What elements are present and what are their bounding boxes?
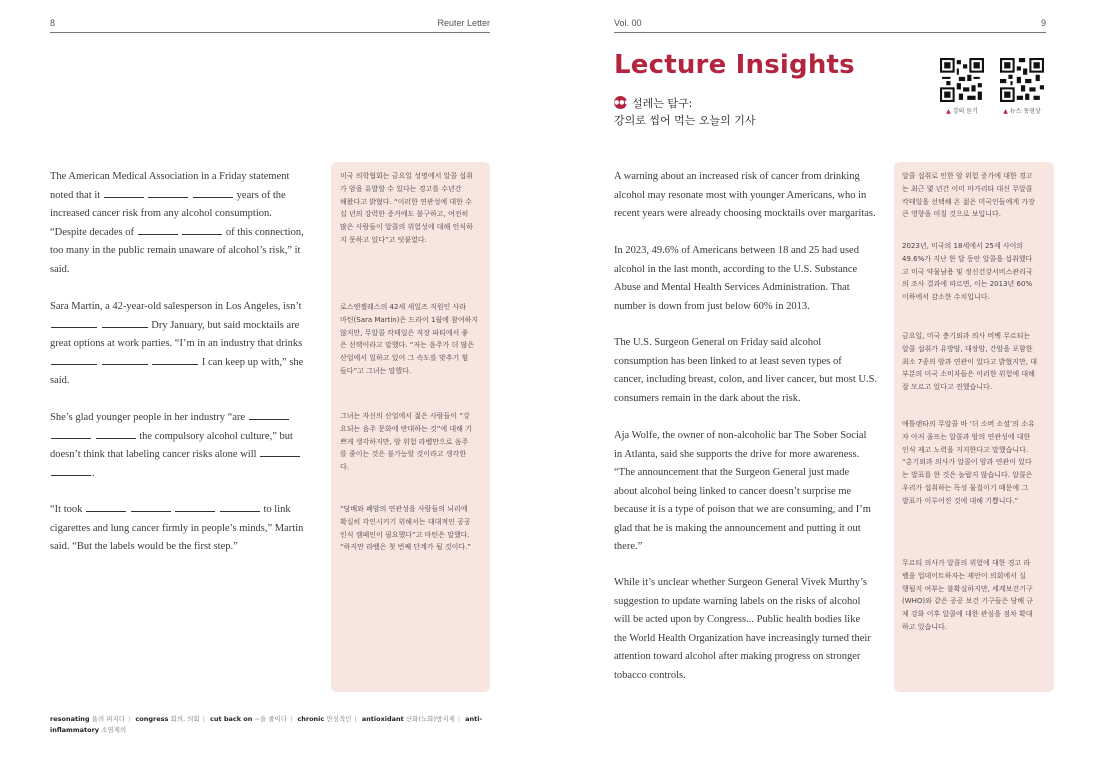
text-line: 알콜 섭취로 인한 암 위험 증가에 대한 경고 — [902, 172, 1033, 180]
header-rule-left — [50, 32, 490, 33]
text-fragment: . — [92, 467, 95, 479]
fill-blank[interactable] — [260, 446, 300, 457]
text-line: “하지만 라벨은 첫 번째 단계가 될 것이다.” — [340, 543, 472, 552]
vocab-separator: | — [290, 715, 293, 723]
text-line: 제 강화 이후 알콜에 대한 관심을 점차 확대 — [902, 610, 1033, 619]
right-paragraph-5 — [614, 574, 886, 685]
vocab-separator: | — [128, 715, 131, 723]
text-line: in Atlanta, said she supports the drive for more awareness. — [614, 448, 860, 460]
header-title: Reuter Letter — [437, 18, 490, 28]
vocab-word: chronic — [297, 715, 325, 723]
fill-blank[interactable] — [51, 317, 97, 328]
fill-blank[interactable] — [175, 501, 215, 512]
translation-right-4 — [902, 418, 1050, 508]
text-line: 이하에서 감소한 수치입니다. — [902, 293, 990, 302]
fill-blank[interactable] — [148, 187, 188, 198]
text-line — [50, 428, 320, 447]
text-line — [50, 409, 320, 428]
text-line: there.” — [614, 541, 643, 552]
fill-blank[interactable] — [220, 501, 260, 512]
text-fragment: “It took — [50, 504, 83, 515]
text-line: 벨을 업데이트하자는 제안이 의회에서 실 — [902, 571, 1026, 580]
header-rule-right — [614, 32, 1046, 33]
text-line: 49.6%가 지난 한 달 동안 알콜을 섭취했다 — [902, 254, 1033, 263]
fill-blank[interactable] — [104, 187, 144, 198]
text-line — [50, 465, 320, 484]
text-line: cancer, including breast, colon, and liver cancer, but most U.S. — [614, 374, 878, 385]
text-fragment: Dry January, but said mocktails are — [151, 319, 300, 331]
vocab-meaning: 소염제의 — [101, 726, 127, 734]
vocab-meaning: 산화(노화)방지제 — [405, 715, 455, 723]
right-paragraph-4 — [614, 427, 886, 557]
text-line: recent years were already choosing mocktails over margaritas. — [614, 208, 876, 219]
right-paragraph-1 — [614, 168, 886, 224]
text-line: about alcohol being linked to cancer doesn’t surprise me — [614, 485, 852, 497]
text-line: “The announcement that the Surgeon General just made — [614, 467, 850, 478]
text-line: 큰 영향을 미칠 것으로 보입니다. — [902, 210, 1002, 219]
text-line: 행될지 여부는 불확실하지만, 세계보건기구 — [902, 584, 1033, 593]
text-line: 는 발표를 한 것은 놀랍지 않습니다. 알콜은 — [902, 471, 1033, 480]
subtitle-line-1: 설레는 탐구: — [632, 97, 693, 110]
text-line: great options at work parties. “I’m in an industry that drinks — [50, 338, 303, 349]
fill-blank[interactable] — [131, 501, 171, 512]
fill-blank[interactable] — [138, 224, 178, 235]
text-line: said. “But the labels would be the first step.” — [50, 541, 238, 552]
text-line: 발표가 이루어진 것에 대해 기쁩니다.” — [902, 496, 1019, 505]
translation-right-2 — [902, 240, 1050, 304]
subtitle-line-2: 강의로 씹어 먹는 오늘의 기사 — [614, 114, 756, 127]
text-line: 최소 7종의 암과 연관이 있다고 밝혔지만, 대 — [902, 357, 1037, 366]
text-line: In 2023, 49.6% of Americans between 18 and 25 had used — [614, 245, 859, 256]
text-line: 많은 사람들이 알콜의 위험성에 대해 인식하 — [340, 223, 473, 232]
text-fragment: of this connection, — [225, 226, 304, 238]
triangle-icon: ▲ — [946, 108, 951, 115]
text-fragment: “Despite decades of — [50, 226, 134, 238]
qr-code-icon[interactable] — [1000, 58, 1044, 102]
vocab-meaning: 울려 퍼지다 — [91, 715, 126, 723]
translation-right-5 — [902, 557, 1050, 634]
text-line: Aja Wolfe, the owner of non-alcoholic bar The Sober Social — [614, 430, 867, 441]
vocab-word: antioxidant — [361, 715, 404, 723]
text-fragment: noted that it — [50, 189, 101, 201]
text-line — [50, 501, 320, 520]
text-fragment: I can keep up with,” she — [201, 356, 304, 368]
translation-right-3 — [902, 330, 1050, 394]
fill-blank[interactable] — [102, 354, 148, 365]
text-line: The U.S. Surgeon General on Friday said alcohol — [614, 337, 822, 348]
text-line: 가 암을 유발할 수 있다는 경고를 수년간 — [340, 184, 462, 193]
qr-label — [992, 106, 1052, 115]
text-line: consumption has been linked to at least seven types of — [614, 355, 842, 367]
text-line: because it is a type of poison that we are consuming, and I’m — [614, 504, 871, 515]
text-line: 의 조사 결과에 따르면, 이는 2013년 60% — [902, 280, 1033, 289]
left-paragraph-1 — [50, 168, 320, 279]
text-line: will be acted upon by Congress... Public health bodies like — [614, 614, 861, 625]
qr-label-text: 뉴스 동영상 — [1009, 108, 1041, 115]
text-line: increased cancer risk from any alcohol consumption. — [50, 208, 272, 219]
text-line — [50, 187, 320, 206]
fill-blank[interactable] — [102, 317, 148, 328]
fill-blank[interactable] — [86, 501, 126, 512]
text-line: 잘 모르고 있다고 전했습니다. — [902, 383, 993, 392]
text-line: said. — [50, 375, 70, 386]
vocab-word: resonating — [50, 715, 90, 723]
text-line — [50, 446, 320, 465]
page-number-left: 8 — [50, 18, 56, 28]
fill-blank[interactable] — [51, 465, 91, 476]
speech-bubble-icon: ●●● — [614, 96, 627, 109]
fill-blank[interactable] — [152, 354, 198, 365]
text-line: suggestion to update warning labels on the risks of alcohol — [614, 595, 861, 607]
text-line: 인식 제고 노력을 지지한다고 말했습니다. — [902, 445, 1029, 454]
text-line: 금요일, 미국 충기외과 의사 비벡 무르티는 — [902, 332, 1031, 340]
text-line: 요되는 음주 문화에 반대하는 것”에 대해 기 — [340, 424, 472, 433]
qr-code-icon[interactable] — [940, 58, 984, 102]
text-line: the World Health Organization have increasingly turned their — [614, 632, 871, 644]
volume-label: Vol. 00 — [614, 18, 642, 28]
text-line: 다. — [340, 463, 349, 472]
text-line: 자 아저 울프는 알콜과 암의 연관성에 대한 — [902, 432, 1031, 441]
text-line: 마틴(Sara Martin)은 드라이 1월에 참여하지 — [340, 315, 479, 324]
text-fragment: She’s glad younger people in her industry “are — [50, 412, 246, 423]
text-line: “담배와 폐암의 연관성을 사람들의 뇌리에 — [340, 505, 468, 513]
translation-left-1 — [340, 170, 486, 247]
text-line: 고 미국 약물남용 및 정신건강서비스관리국 — [902, 267, 1033, 276]
text-line: 무르티 의사가 알콜의 위험에 대한 경고 라 — [902, 559, 1031, 567]
text-line: 쁘게 생각하지만, 암 위험 라벨만으로 음주 — [340, 437, 469, 446]
text-line: While it’s unclear whether Surgeon General Vivek Murthy’s — [614, 577, 867, 588]
text-line: tobacco controls. — [614, 669, 686, 681]
fill-blank[interactable] — [96, 428, 136, 439]
vocab-meaning: 회의, 의회 — [170, 715, 200, 723]
translation-left-4 — [340, 503, 486, 554]
text-line: 들다”고 그녀는 말했다. — [340, 366, 412, 375]
text-line: 알콜 섭취가 유방암, 대장암, 간암을 포함한 — [902, 344, 1033, 353]
text-line: 산업에서 일하고 있어 그 속도를 맞추기 힘 — [340, 354, 469, 363]
qr-label-text: 강의 듣기 — [952, 108, 978, 115]
vocab-separator: | — [457, 715, 461, 723]
vocab-separator: | — [354, 715, 357, 723]
right-paragraph-2 — [614, 242, 886, 316]
text-line — [50, 354, 320, 373]
text-fragment: doesn’t think that labeling cancer risks alone will — [50, 449, 257, 460]
fill-blank[interactable] — [51, 428, 91, 439]
text-line: 확실히 각인시키기 위해서는 대대적인 공공 — [340, 517, 471, 526]
text-line: said. — [50, 263, 70, 275]
text-line: 그녀는 자신의 산업에서 젊은 사람들이 “강 — [340, 412, 470, 420]
text-line: (WHO)와 같은 공공 보건 기구들은 담배 규 — [902, 597, 1034, 606]
text-line: attention toward alcohol after making progress on stronger — [614, 651, 861, 662]
text-line: cigarettes and lung cancer firmly in people’s minds,” Martin — [50, 522, 304, 534]
text-line: glad that he is making the announcement and putting it out — [614, 522, 861, 534]
left-paragraph-2 — [50, 298, 320, 391]
text-fragment: to link — [263, 504, 291, 515]
fill-blank[interactable] — [182, 224, 222, 235]
text-line: Sara Martin, a 42-year-old salesperson in Los Angeles, isn’t — [50, 301, 302, 312]
fill-blank[interactable] — [193, 187, 233, 198]
text-line: The American Medical Association in a Friday statement — [50, 171, 290, 182]
vocab-meaning: ~을 줄이다 — [254, 715, 288, 723]
text-line: 인식 캠페인이 필요했다”고 마틴은 말했다. — [340, 530, 470, 539]
text-line: 우리가 섭취하는 독성 물질이기 때문에 그 — [902, 483, 1029, 492]
text-fragment: the compulsory alcohol culture,” but — [139, 430, 293, 442]
text-line: 않지만, 무알콜 칵테일은 직장 파티에서 좋 — [340, 328, 469, 337]
text-line — [50, 317, 320, 336]
text-line: 애틀랜타의 무알콜 바 ‘더 소버 소셜’의 소유 — [902, 420, 1035, 428]
text-line: 로스앤젤레스의 42세 세일즈 직원인 사라 — [340, 303, 466, 311]
right-paragraph-3 — [614, 334, 886, 408]
text-line: A warning about an increased risk of cancer from drinking — [614, 171, 860, 182]
translation-left-2 — [340, 301, 486, 378]
text-line: 를 줄이는 것은 불가능할 것이라고 생각한 — [340, 450, 467, 459]
text-line: Abuse and Mental Health Services Administration. That — [614, 282, 850, 293]
text-line: 해왔다고 밝혔다. “이러한 연관성에 대한 수 — [340, 197, 472, 206]
text-line: 십 년의 강력한 증거에도 불구하고, 여전히 — [340, 210, 469, 219]
text-line: 미국 의학협회는 금요일 성명에서 알콜 섭취 — [340, 172, 473, 180]
vocab-separator: | — [202, 715, 205, 723]
text-line: alcohol may resonate most with younger Americans, who in — [614, 189, 867, 201]
text-line — [50, 224, 320, 243]
qr-label — [932, 106, 992, 115]
page-number-right: 9 — [1040, 18, 1046, 28]
left-paragraph-4 — [50, 501, 320, 557]
translation-right-1 — [902, 170, 1050, 221]
text-line: 칵테일을 선택해 온 젊은 미국인들에게 가장 — [902, 197, 1035, 206]
left-paragraph-3 — [50, 409, 320, 483]
text-line: 지 못하고 있다”고 덧붙였다. — [340, 235, 427, 244]
text-line: consumers remain in the dark about the risk. — [614, 392, 801, 404]
vocab-word: congress — [135, 715, 169, 723]
text-line: too many in the public remain unaware of alcohol’s risk,” it — [50, 245, 301, 256]
text-fragment: years of the — [236, 189, 286, 201]
vocab-meaning: 만성적인 — [326, 715, 352, 723]
vocabulary-footer — [50, 714, 490, 736]
text-line: “총기외과 의사가 알콜이 암과 연관이 있다 — [902, 458, 1032, 467]
fill-blank[interactable] — [249, 409, 289, 420]
text-line: 부분의 미국 소비자들은 이러한 위험에 대해 — [902, 370, 1035, 379]
text-line: 2023년, 미국의 18세에서 25세 사이의 — [902, 242, 1024, 250]
text-line: number is down from just below 60% in 2013. — [614, 300, 810, 312]
translation-left-3 — [340, 410, 486, 474]
text-line: 하고 있습니다. — [902, 622, 948, 631]
vocab-word: cut back on — [209, 715, 253, 723]
page-title: Lecture Insights — [614, 50, 855, 80]
triangle-icon: ▲ — [1003, 108, 1008, 115]
text-line: alcohol in the last month, according to the U.S. Substance — [614, 263, 858, 275]
vocab-word: anti-inflammatory — [50, 715, 483, 734]
text-line: 는 최근 몇 년간 이미 마가리타 대신 무알콜 — [902, 184, 1033, 193]
fill-blank[interactable] — [51, 354, 97, 365]
text-line: 은 선택이라고 말했다. “저는 음주가 더 많은 — [340, 341, 475, 350]
